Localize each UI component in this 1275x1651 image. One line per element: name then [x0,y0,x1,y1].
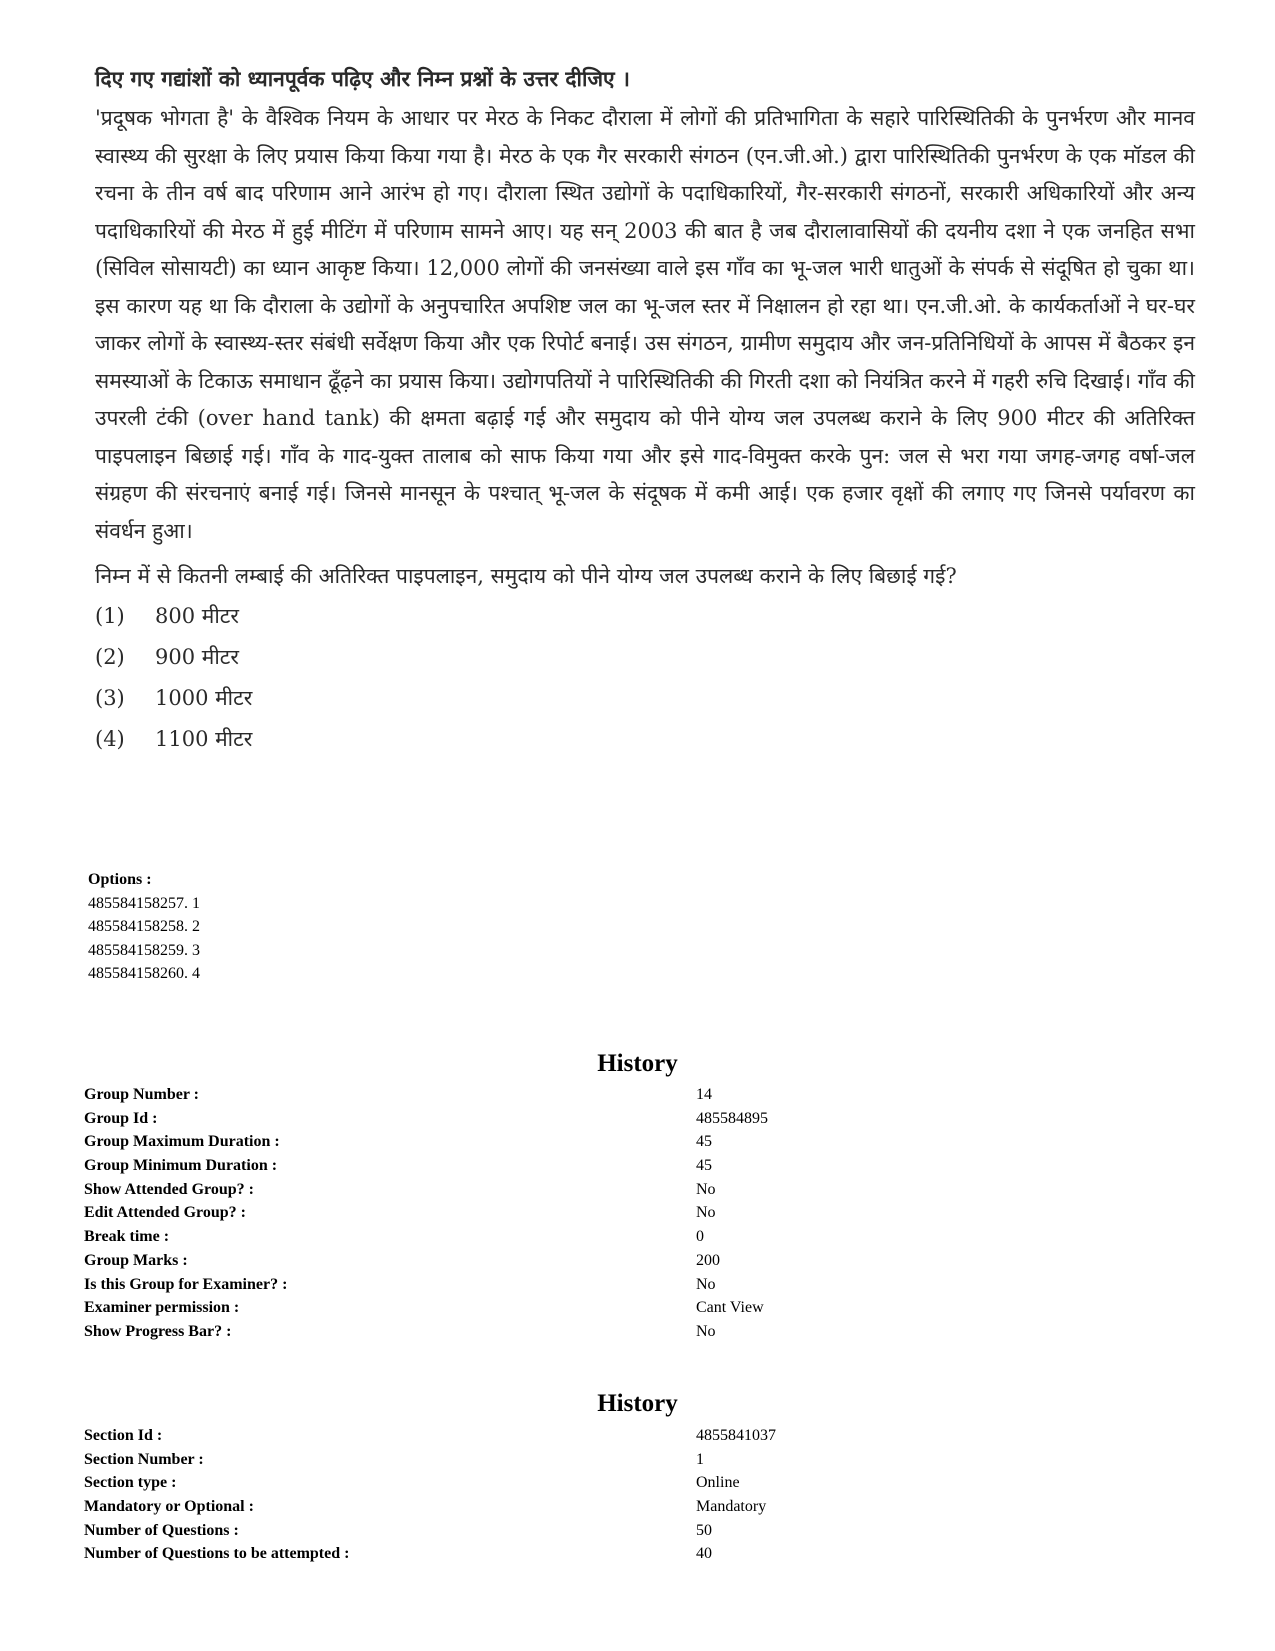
option-id: 485584158260. 4 [88,965,200,982]
choice-number: (2) [95,645,125,669]
section-details [84,1424,996,1566]
detail-row [84,1519,996,1543]
detail-row [84,1320,996,1344]
detail-label: Number of Questions to be attempted : [84,1545,350,1563]
detail-label: Group Marks : [84,1251,188,1269]
detail-row [84,1107,996,1131]
detail-value: No [696,1204,716,1222]
detail-row [84,1225,996,1249]
detail-row [84,1296,996,1320]
detail-value: 45 [696,1157,712,1175]
detail-value: Cant View [696,1299,764,1317]
detail-label: Group Number : [84,1086,199,1103]
question-choice [95,596,1195,637]
section-title: History [597,1390,678,1417]
detail-row [84,1424,996,1448]
option-id: 485584158259. 3 [88,941,200,959]
detail-label: Group Maximum Duration : [84,1133,280,1151]
detail-label: Show Attended Group? : [84,1180,254,1198]
detail-row [84,1495,996,1519]
choice-text: 1000 मीटर [155,686,253,710]
question-choice [95,678,1195,719]
detail-value: 45 [696,1133,712,1151]
question-passage: 'प्रदूषक भोगता है' के वैश्विक नियम के आधार पर मेरठ के निकट दौराला में लोगों की प्रतिभागिता के सहारे पारिस्थितिकी के पुनर्भरण और मानव स्वास्थ्य की सुरक्षा के लिए प्रयास किया किया गया है। मेरठ के एक गैर सरकारी संगठन (एन.जी.ओ.) द्वारा पारिस्थितिकी पुनर्भरण के एक मॉडल की रचना के तीन वर्ष बाद परिणाम आने आरंभ हो गए। दौराला स्थित उद्योगों के पदाधिकारियों, गैर-सरकारी संगठनों, सरकारी अधिकारियों और अन्य पदाधिकारियों की मेरठ में हुई मीटिंग में परिणाम सामने आए। यह सन् 2003 की बात है जब दौरालावासियों की दयनीय दशा ने एक जनहित सभा (सिविल सोसायटी) का ध्यान आकृष्ट किया। 12,000 लोगों की जनसंख्या वाले इस गाँव का भू-जल भारी धातुओं के संपर्क से संदूषित हो चुका था। इस कारण यह था कि दौराला के उद्योगों के अनुपचारित अपशिष्ट जल का भू-जल स्तर में निक्षालन हो रहा था। एन.जी.ओ. के कार्यकर्ताओं ने घर-घर जाकर लोगों के स्वास्थ्य-स्तर संबंधी सर्वेक्षण किया और एक रिपोर्ट बनाई। उस संगठन, ग्रामीण समुदाय और जन-प्रतिनिधियों के आपस में बैठकर इन समस्याओं के टिकाऊ समाधान ढूँढ़ने का प्रयास किया। उद्योगपतियों ने पारिस्थितिकी की गिरती दशा को नियंत्रित करने में गहरी रुचि दिखाई। गाँव की उपरली टंकी (over hand tank) की क्षमता बढ़ाई गई और समुदाय को पीने योग्य जल उपलब्ध कराने के लिए 900 मीटर की अतिरिक्त पाइपलाइन बिछाई गई। गाँव के गाद-युक्त तालाब को साफ किया गया और इसे गाद-विमुक्त करके पुन: जल से भरा गया जगह-जगह वर्षा-जल संग्रहण की संरचनाएं बनाई गई। जिनसे मानसून के पश्चात् भू-जल के संदूषक में कमी आई। एक हजार वृक्षों की लगाए गए जिनसे पर्यावरण का संवर्धन हुआ। [95,106,1195,543]
choice-number: (3) [95,686,125,710]
detail-value: 200 [696,1251,720,1269]
question-instruction: दिए गए गद्यांशों को ध्यानपूर्वक पढ़िए और निम्न प्रश्नों के उत्तर दीजिए । [95,66,630,91]
detail-row [84,1448,996,1472]
detail-label: Is this Group for Examiner? : [84,1275,288,1293]
choice-text: 1100 मीटर [155,727,253,751]
group-title: History [597,1050,678,1077]
options-title: Options : [88,871,152,888]
option-id: 485584158257. 1 [88,894,200,912]
detail-value: 14 [696,1086,712,1103]
group-details [84,1083,996,1344]
detail-row [84,1130,996,1154]
detail-row [84,1273,996,1297]
choice-text: 800 मीटर [155,604,239,628]
detail-value: 4855841037 [696,1427,776,1444]
choice-number: (4) [95,727,125,751]
detail-row [84,1083,996,1107]
detail-row [84,1542,996,1566]
choice-text: 900 मीटर [155,645,239,669]
question-stem: निम्न में से कितनी लम्बाई की अतिरिक्त पाइपलाइन, समुदाय को पीने योग्य जल उपलब्ध कराने के लिए बिछाई गई? [95,564,957,588]
detail-value: 40 [696,1545,712,1563]
detail-label: Section Number : [84,1450,204,1468]
detail-label: Mandatory or Optional : [84,1498,254,1516]
detail-value: Online [696,1474,740,1492]
detail-row [84,1471,996,1495]
detail-value: 0 [696,1228,704,1246]
detail-value: 1 [696,1450,704,1468]
detail-row [84,1154,996,1178]
detail-label: Section type : [84,1474,177,1492]
detail-label: Number of Questions : [84,1521,239,1539]
question-choice [95,719,1195,760]
options-list [88,868,200,986]
detail-label: Group Minimum Duration : [84,1157,278,1175]
question-choice [95,637,1195,678]
question-image [95,62,1195,760]
choice-number: (1) [95,604,125,628]
detail-value: No [696,1322,716,1340]
detail-value: 485584895 [696,1109,768,1127]
option-id: 485584158258. 2 [88,918,200,935]
detail-row [84,1178,996,1202]
detail-row [84,1201,996,1225]
detail-value: No [696,1275,716,1293]
detail-label: Examiner permission : [84,1299,240,1317]
detail-label: Group Id : [84,1109,158,1127]
detail-label: Break time : [84,1228,170,1246]
detail-value: 50 [696,1521,712,1539]
detail-label: Section Id : [84,1427,163,1444]
question-choices [95,596,1195,760]
detail-value: Mandatory [696,1498,767,1516]
detail-label: Show Progress Bar? : [84,1322,232,1340]
detail-row [84,1249,996,1273]
detail-value: No [696,1180,716,1198]
detail-label: Edit Attended Group? : [84,1204,246,1222]
